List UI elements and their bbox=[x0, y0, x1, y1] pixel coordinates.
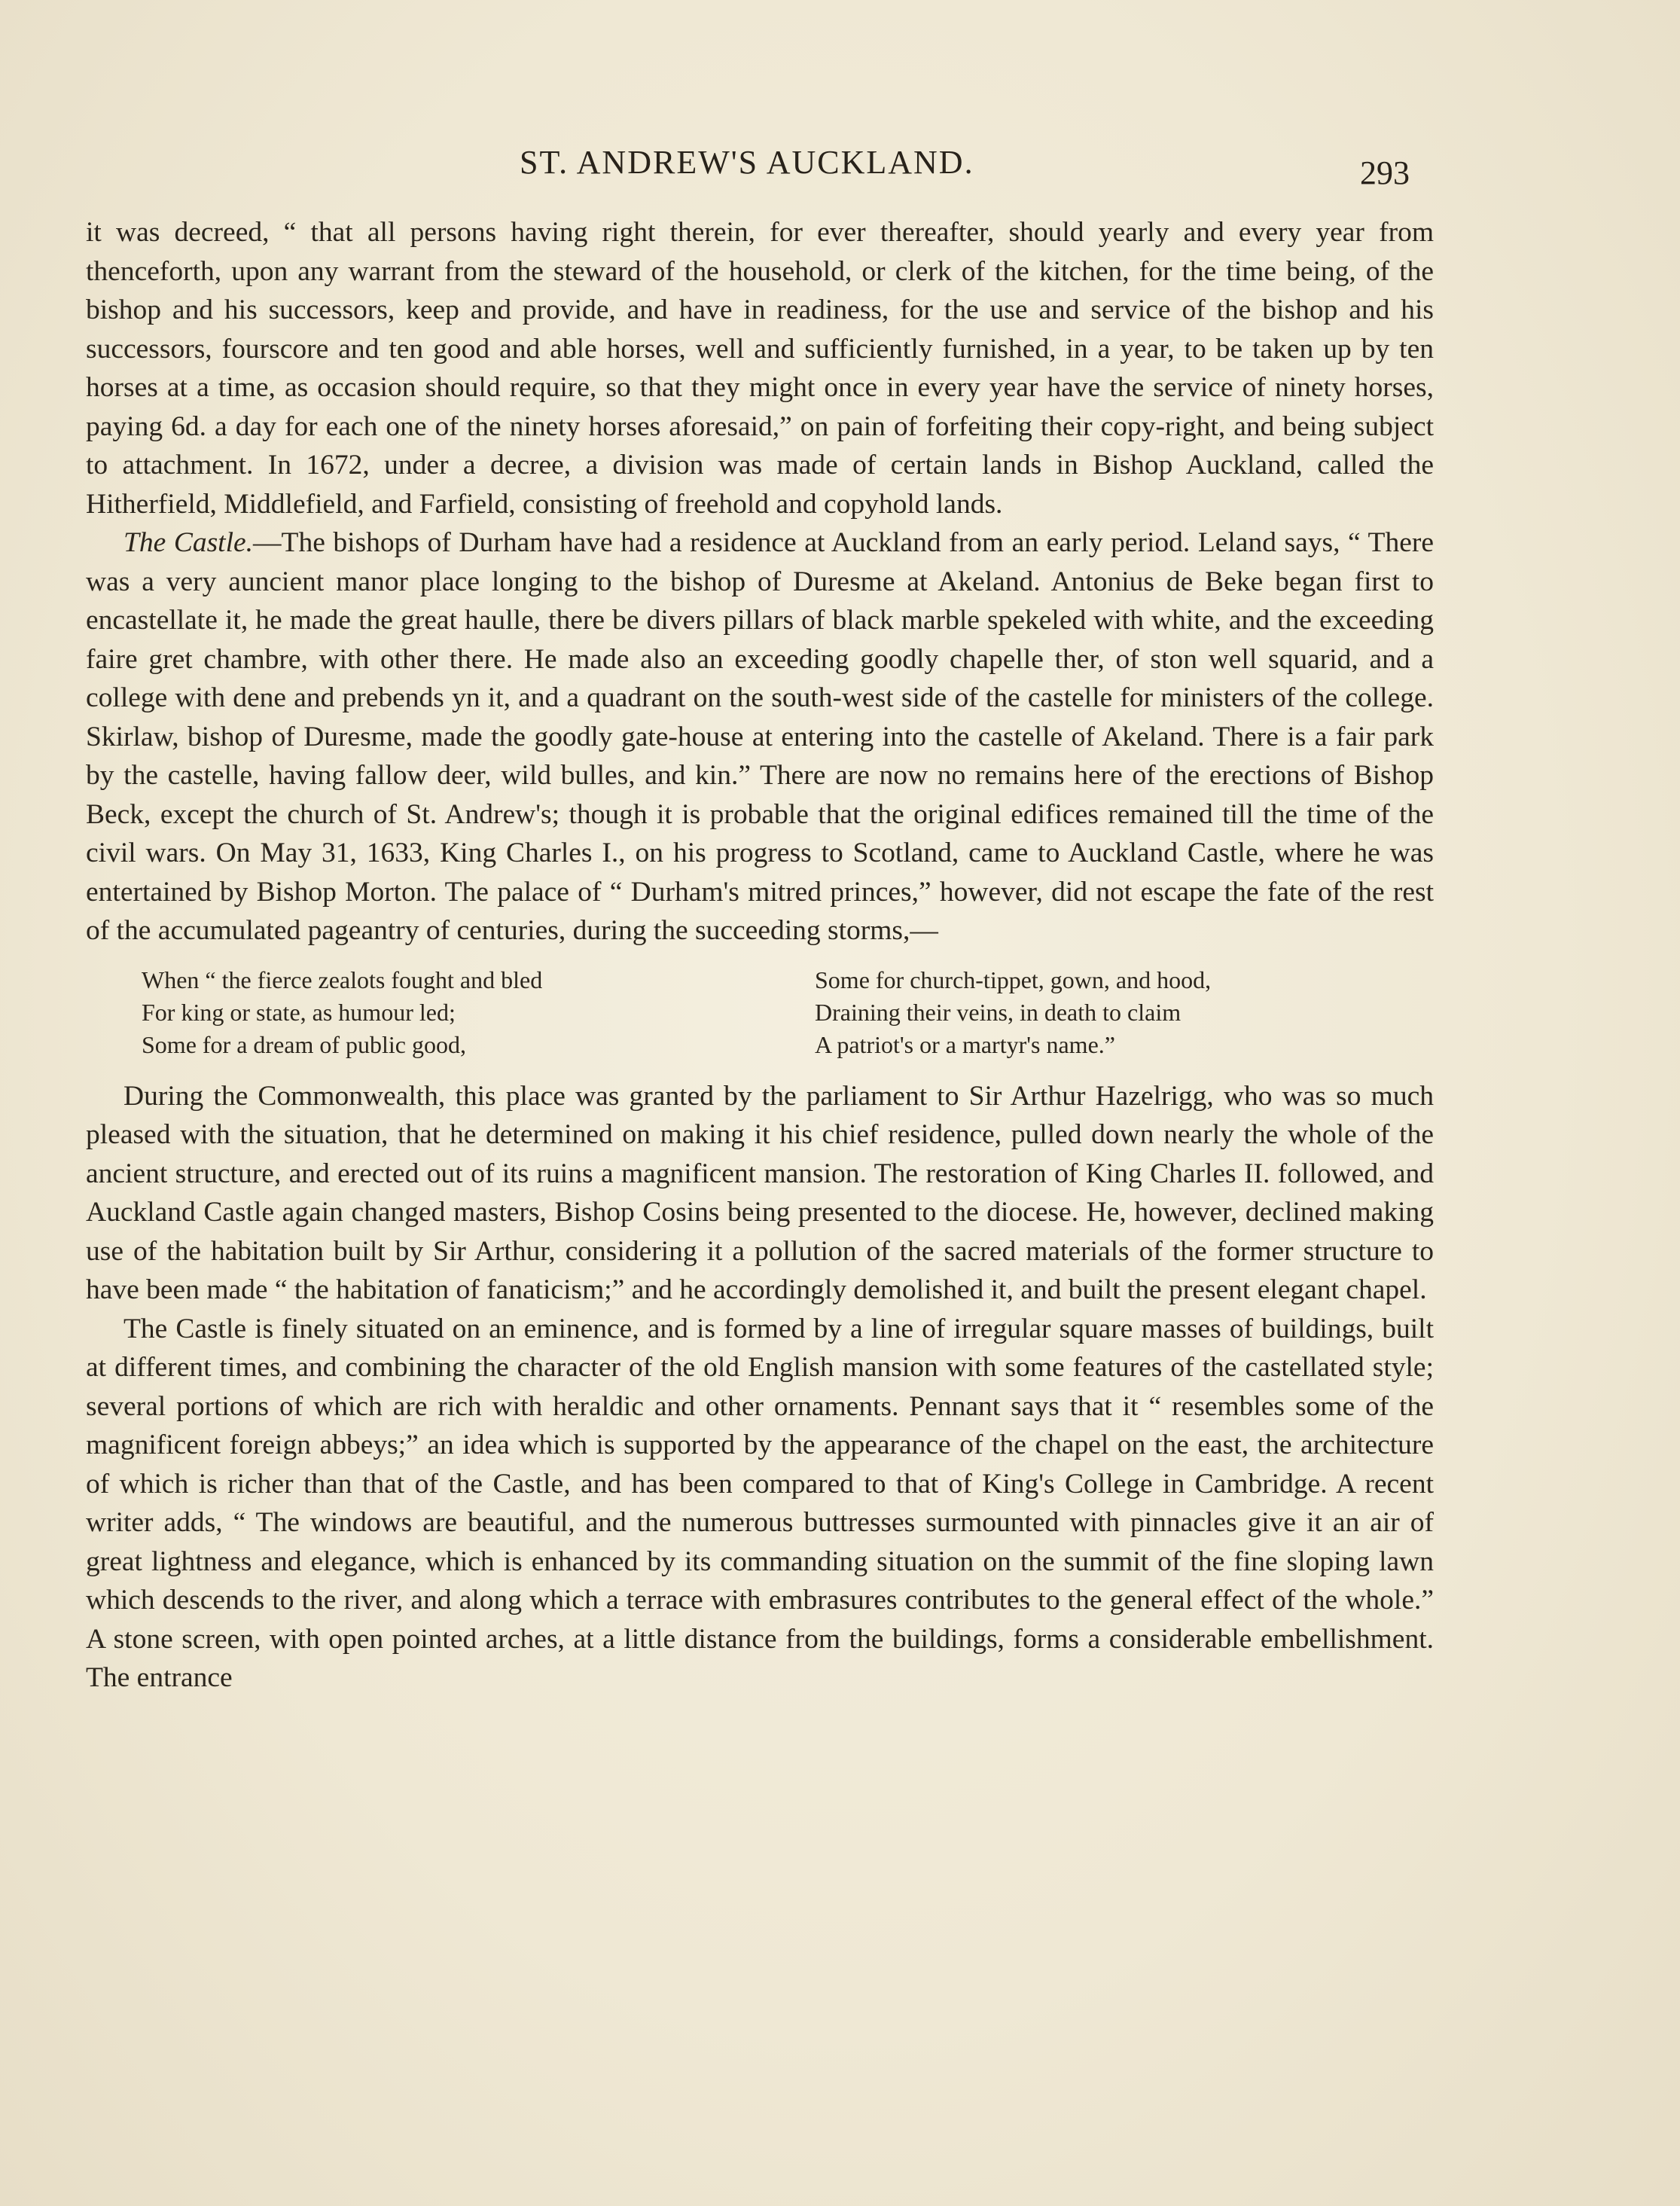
paragraph-commonwealth: During the Commonwealth, this place was granted by the parliament to Sir Arthur Hazelrigg, who was so much pleased with the situation, that he determined on making it his chief residence, pulled down nearly the whole of the ancient structure, and erected out of its ruins a magnificent mansion. The restoration of King Charles II. followed, and Auckland Castle again changed masters, Bishop Cosins being presented to the diocese. He, however, declined making use of the habitation built by Sir Arthur, considering it a pollution of the sacred materials of the former structure to have been made “ the habitation of fanaticism;” and he accordingly demolished it, and built the present elegant chapel. bbox=[86, 1080, 1434, 1305]
verse-line: Some for a dream of public good, bbox=[142, 1030, 466, 1058]
verse-line: Draining their veins, in death to claim bbox=[815, 998, 1181, 1026]
running-head bbox=[0, 143, 1680, 196]
body-text bbox=[86, 213, 1434, 1698]
paragraph-castle-history-text: —The bishops of Durham have had a residence at Auckland from an early period. Leland says, “ There was a very auncient manor place longing to the bishop of Duresme at Akeland. Antonius de Beke began first to encastellate it, he made the great haulle, there be divers pillars of black marble spekeled with white, and the exceeding faire gret chambre, with other there. He made also an exceeding goodly chapelle ther, of ston well squarid, and a college with dene and prebends yn it, and a quadrant on the south-west side of the castelle for ministers of the college. Skirlaw, bishop of Duresme, made the goodly gate-house at entering into the castelle of Akeland. There is a fair park by the castelle, having fallow deer, wild bulles, and kin.” There are now no remains here of the erections of Bishop Beck, except the church of St. Andrew's; though it is probable that the original edifices remained till the time of the civil wars. On May 31, 1633, King Charles I., on his progress to Scotland, came to Auckland Castle, where he was entertained by Bishop Morton. The palace of “ Durham's mitred princes,” however, did not escape the fate of the rest of the accumulated pageantry of centuries, during the succeeding storms,— bbox=[86, 527, 1434, 946]
verse-column-right bbox=[815, 964, 1211, 1061]
verse-line: For king or state, as humour led; bbox=[142, 998, 456, 1026]
verse-quotation bbox=[86, 964, 1434, 1062]
running-title: ST. ANDREW'S AUCKLAND. bbox=[520, 144, 974, 181]
verse-column-left bbox=[142, 964, 542, 1061]
verse-line: When “ the fierce zealots fought and bled bbox=[142, 966, 543, 993]
verse-line: Some for church-tippet, gown, and hood, bbox=[815, 966, 1212, 993]
paragraph-decree: it was decreed, “ that all persons having right therein, for ever thereafter, should yearly and every year from thenceforth, upon any warrant from the steward of the household, or clerk of the kitchen, for the time being, of the bishop and his successors, keep and provide, and have in readiness, for the use and service of the bishop and his successors, fourscore and ten good and able horses, well and sufficiently furnished, in a year, to be taken up by ten horses at a time, as occasion should require, so that they might once in every year have the service of ninety horses, paying 6d. a day for each one of the ninety horses aforesaid,” on pain of forfeiting their copy-right, and being subject to attachment. In 1672, under a decree, a division was made of certain lands in Bishop Auckland, called the Hitherfield, Middlefield, and Farfield, consisting of freehold and copyhold lands. bbox=[86, 217, 1434, 520]
verse-line: A patriot's or a martyr's name.” bbox=[815, 1030, 1115, 1058]
paragraph-castle-history bbox=[86, 523, 1434, 950]
paragraph-castle-description: The Castle is finely situated on an eminence, and is formed by a line of irregular square masses of buildings, built at different times, and combining the character of the old English mansion with some features of the castellated style; several portions of which are rich with heraldic and other ornaments. Pennant says that it “ resembles some of the magnificent foreign abbeys;” an idea which is supported by the appearance of the chapel on the east, the architecture of which is richer than that of the Castle, and has been compared to that of King's College in Cambridge. A recent writer adds, “ The windows are beautiful, and the numerous buttresses surmounted with pinnacles give it an air of great lightness and elegance, which is enhanced by its commanding situation on the summit of the fine sloping lawn which descends to the river, and along which a terrace with embrasures contributes to the general effect of the whole.” A stone screen, with open pointed arches, at a little distance from the buildings, forms a considerable embellishment. The entrance bbox=[86, 1313, 1434, 1693]
section-heading-the-castle: The Castle. bbox=[123, 527, 254, 558]
page-number: 293 bbox=[1360, 154, 1410, 191]
